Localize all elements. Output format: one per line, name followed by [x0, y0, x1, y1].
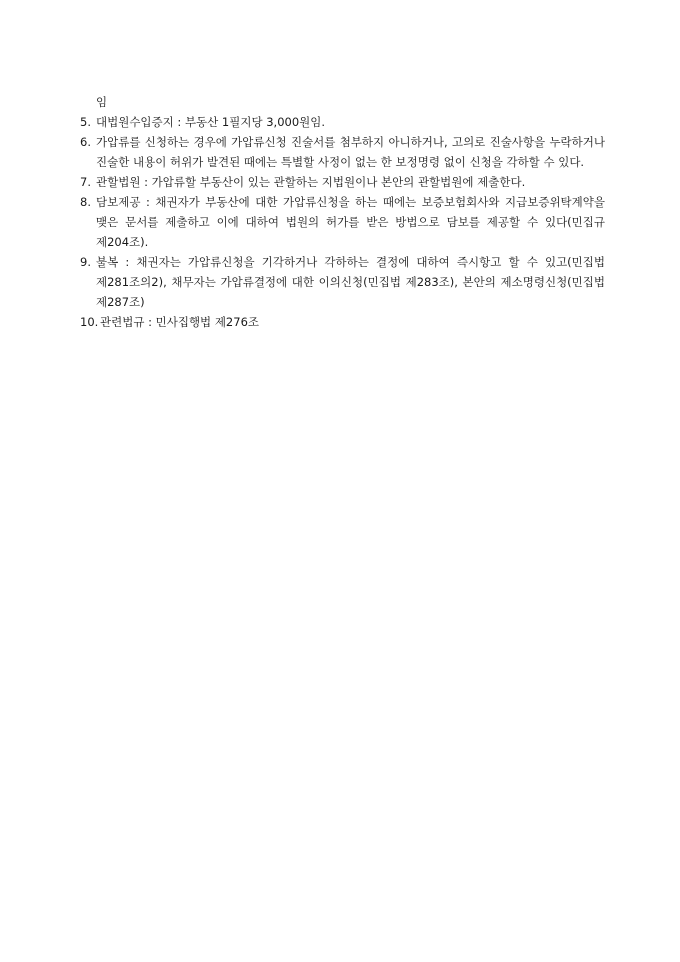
item-number: 8. — [80, 195, 91, 209]
item-text: 불복 : 채권자는 가압류신청을 기각하거나 각하하는 결정에 대하여 즉시항고 할 수 있고(민집법 제281조의2), 채무자는 가압류결정에 대한 이의신청(민집법 제283조), 본안의 제소명령신청(민집법 제287조) — [96, 255, 605, 309]
list-item — [80, 132, 605, 172]
document-body — [80, 92, 605, 332]
item-text: 가압류를 신청하는 경우에 가압류신청 진술서를 첨부하지 아니하거나, 고의로 진술사항을 누락하거나 진술한 내용이 허위가 발견된 때에는 특별할 사정이 없는 한 보정명령 없이 신청을 각하할 수 있다. — [96, 135, 605, 169]
item-text: 담보제공 : 채권자가 부동산에 대한 가압류신청을 하는 때에는 보증보험회사와 지급보증위탁계약을 맺은 문서를 제출하고 이에 대하여 법원의 허가를 받은 방법으로 담보를 제공할 수 있다(민집규 제204조). — [96, 195, 605, 249]
continuation-line: 임 — [96, 95, 108, 109]
list-item — [80, 112, 605, 132]
item-text: 관련법규 : 민사집행법 제276조 — [100, 315, 259, 329]
item-number: 5. — [80, 115, 91, 129]
item-number: 9. — [80, 255, 91, 269]
list-item — [80, 252, 605, 312]
list-item — [80, 192, 605, 252]
list-item — [80, 172, 605, 192]
list-item — [80, 312, 605, 332]
item-number: 7. — [80, 175, 91, 189]
item-text: 관할법원 : 가압류할 부동산이 있는 관할하는 지법원이나 본안의 관할법원에 제출한다. — [96, 175, 526, 189]
item-number: 6. — [80, 135, 91, 149]
item-text: 대법원수입증지 : 부동산 1필지당 3,000원임. — [96, 115, 326, 129]
item-number: 10. — [80, 315, 99, 329]
